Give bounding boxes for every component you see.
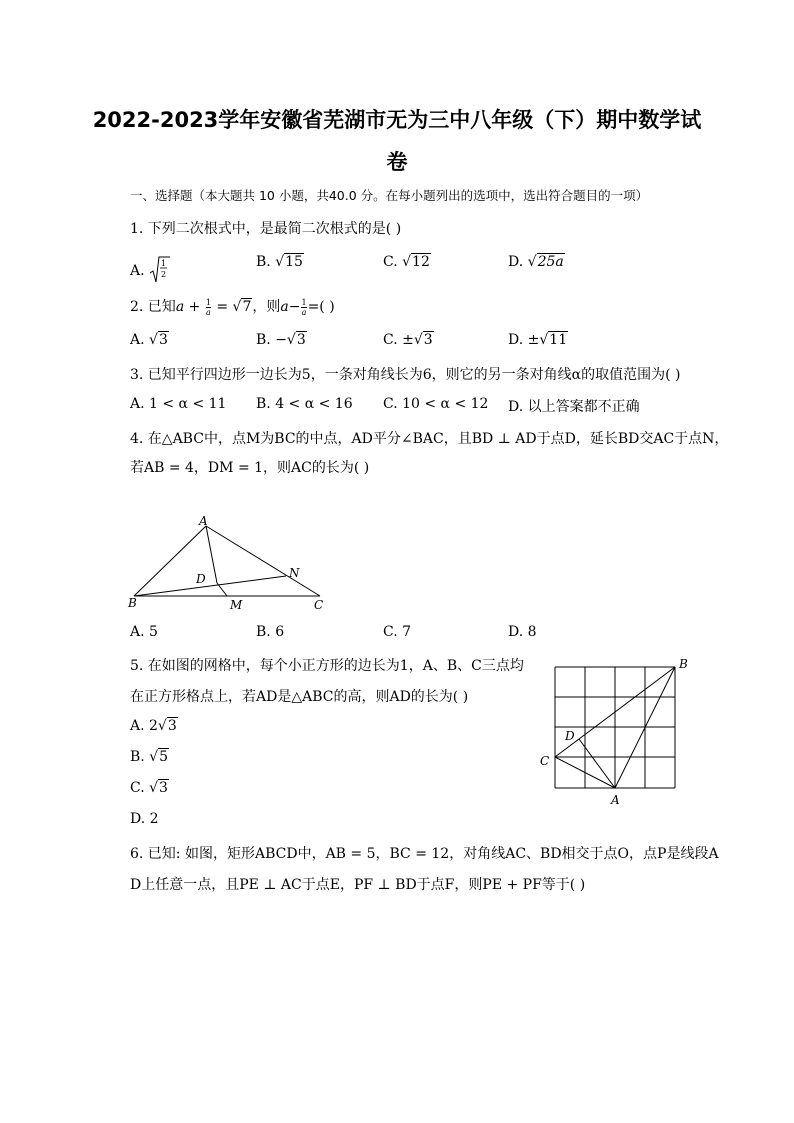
q5-label-c: C xyxy=(540,754,550,768)
q1-option-b-label: B. xyxy=(256,254,271,270)
q1-option-c-label: C. xyxy=(383,254,398,270)
q2-option-b-label: B. − xyxy=(256,332,287,348)
svg-text:2: 2 xyxy=(161,270,167,279)
q2-option-d-label: D. ± xyxy=(508,332,540,348)
q2-option-c-label: C. ± xyxy=(383,332,414,348)
q4-label-b: B xyxy=(128,596,137,610)
q2-option-d-value: 11 xyxy=(549,332,568,348)
q2-stem-mid: ，则 xyxy=(252,299,281,315)
doc-title-line1: 2022-2023学年安徽省芜湖市无为三中八年级（下）期中数学试 xyxy=(92,108,702,132)
q3-option-b: B. 4 < α < 16 xyxy=(256,396,353,412)
q4-option-d: D. 8 xyxy=(508,624,537,640)
q2-stem-pre: 2. 已知 xyxy=(130,299,176,315)
q5-label-b: B xyxy=(679,657,688,671)
q4-option-a: A. 5 xyxy=(130,624,158,640)
q1-stem: 1. 下列二次根式中，是最简二次根式的是( ) xyxy=(130,221,402,237)
q6-stem-line2: D上任意一点，且PE ⊥ AC于点E，PF ⊥ BD于点F，则PE + PF等于( ) xyxy=(130,877,586,893)
q5-option-b-value: 5 xyxy=(159,749,169,765)
q6-stem-line1: 6. 已知: 如图，矩形ABCD中，AB = 5，BC = 12，对角线AC、BD相交于点O，点P是线段A xyxy=(130,846,719,862)
q4-stem-line1: 4. 在△ABC中，点M为BC的中点，AD平分∠BAC，且BD ⊥ AD于点D，延长BD交AC于点N， xyxy=(130,431,729,447)
q2-option-c: C. ±√3 xyxy=(383,332,433,348)
q2-option-b: B. −√3 xyxy=(256,332,306,348)
q2-option-a-value: 3 xyxy=(158,332,168,348)
q2-option-a: A. √3 xyxy=(130,332,168,348)
q5-label-d: D xyxy=(565,729,575,743)
q5-option-c: C. √3 xyxy=(130,780,168,796)
q5-option-d: D. 2 xyxy=(130,811,159,827)
sqrt-half-icon xyxy=(149,254,171,284)
q2-frac-1: $\frac{1}{a}$ xyxy=(205,297,211,317)
q4-option-c: C. 7 xyxy=(383,624,412,640)
q5-stem-line2: 在正方形格点上，若AD是△ABC的高，则AD的长为( ) xyxy=(130,689,469,705)
q4-label-c: C xyxy=(314,598,324,612)
doc-title-line2: 卷 xyxy=(386,150,408,174)
q1-option-c: C. √12 xyxy=(383,254,430,270)
q3-stem: 3. 已知平行四边形一边长为5，一条对角线长为6，则它的另一条对角线α的取值范围为( ) xyxy=(130,367,681,383)
q1-option-d-label: D. xyxy=(508,254,524,270)
q1-option-c-value: 12 xyxy=(412,254,430,270)
section-heading: 一、选择题（本大题共 10 小题，共40.0 分。在每小题列出的选项中，选出符合题目的一项） xyxy=(130,188,649,203)
q1-option-a-radical xyxy=(149,254,171,288)
q4-label-d: D xyxy=(196,572,206,586)
q1-option-a xyxy=(130,254,171,288)
q5-option-a: A. 2√3 xyxy=(130,718,177,734)
q1-option-d-value: 25a xyxy=(537,254,564,270)
q4-label-a: A xyxy=(199,514,208,528)
q2-option-c-value: 3 xyxy=(423,332,433,348)
q1-option-a-label: A. xyxy=(130,263,145,279)
q5-stem-line1: 5. 在如图的网格中，每个小正方形的边长为1，A、B、C三点均 xyxy=(130,658,524,674)
q3-option-d: D. 以上答案都不正确 xyxy=(508,399,640,415)
q2-stem-post: =( ) xyxy=(307,299,335,315)
q4-stem-line2: 若AB = 4，DM = 1，则AC的长为( ) xyxy=(130,460,370,476)
q2-stem: 2. 已知a + $\frac{1}{a}$ = √7，则a− $\frac{1}{a}$ =( ) xyxy=(130,297,335,317)
q2-option-a-label: A. xyxy=(130,332,145,348)
q4-triangle-figure xyxy=(120,510,340,615)
q4-option-b: B. 6 xyxy=(256,624,285,640)
q5-option-b-label: B. xyxy=(130,749,150,765)
q2-option-b-value: 3 xyxy=(296,332,306,348)
q2-frac-2: $\frac{1}{a}$ xyxy=(301,297,307,317)
q5-option-c-label: C. xyxy=(130,780,150,796)
q2-expr-a: a xyxy=(175,299,185,315)
q5-grid-figure xyxy=(535,655,695,810)
q2-option-d: D. ±√11 xyxy=(508,332,568,348)
q1-option-d: D. √25a xyxy=(508,254,564,270)
svg-text:1: 1 xyxy=(161,259,167,268)
q1-option-b: B. √15 xyxy=(256,254,303,270)
q5-option-a-value: 3 xyxy=(167,718,177,734)
q5-option-b: B. √5 xyxy=(130,749,169,765)
q3-option-c: C. 10 < α < 12 xyxy=(383,396,489,412)
q1-option-b-value: 15 xyxy=(285,254,303,270)
q5-option-c-value: 3 xyxy=(159,780,168,796)
q5-label-a: A xyxy=(611,793,620,807)
q4-label-n: N xyxy=(289,566,300,580)
q5-option-a-label: A. 2 xyxy=(130,718,158,734)
q4-label-m: M xyxy=(230,598,243,612)
q3-option-a: A. 1 < α < 11 xyxy=(130,396,227,412)
